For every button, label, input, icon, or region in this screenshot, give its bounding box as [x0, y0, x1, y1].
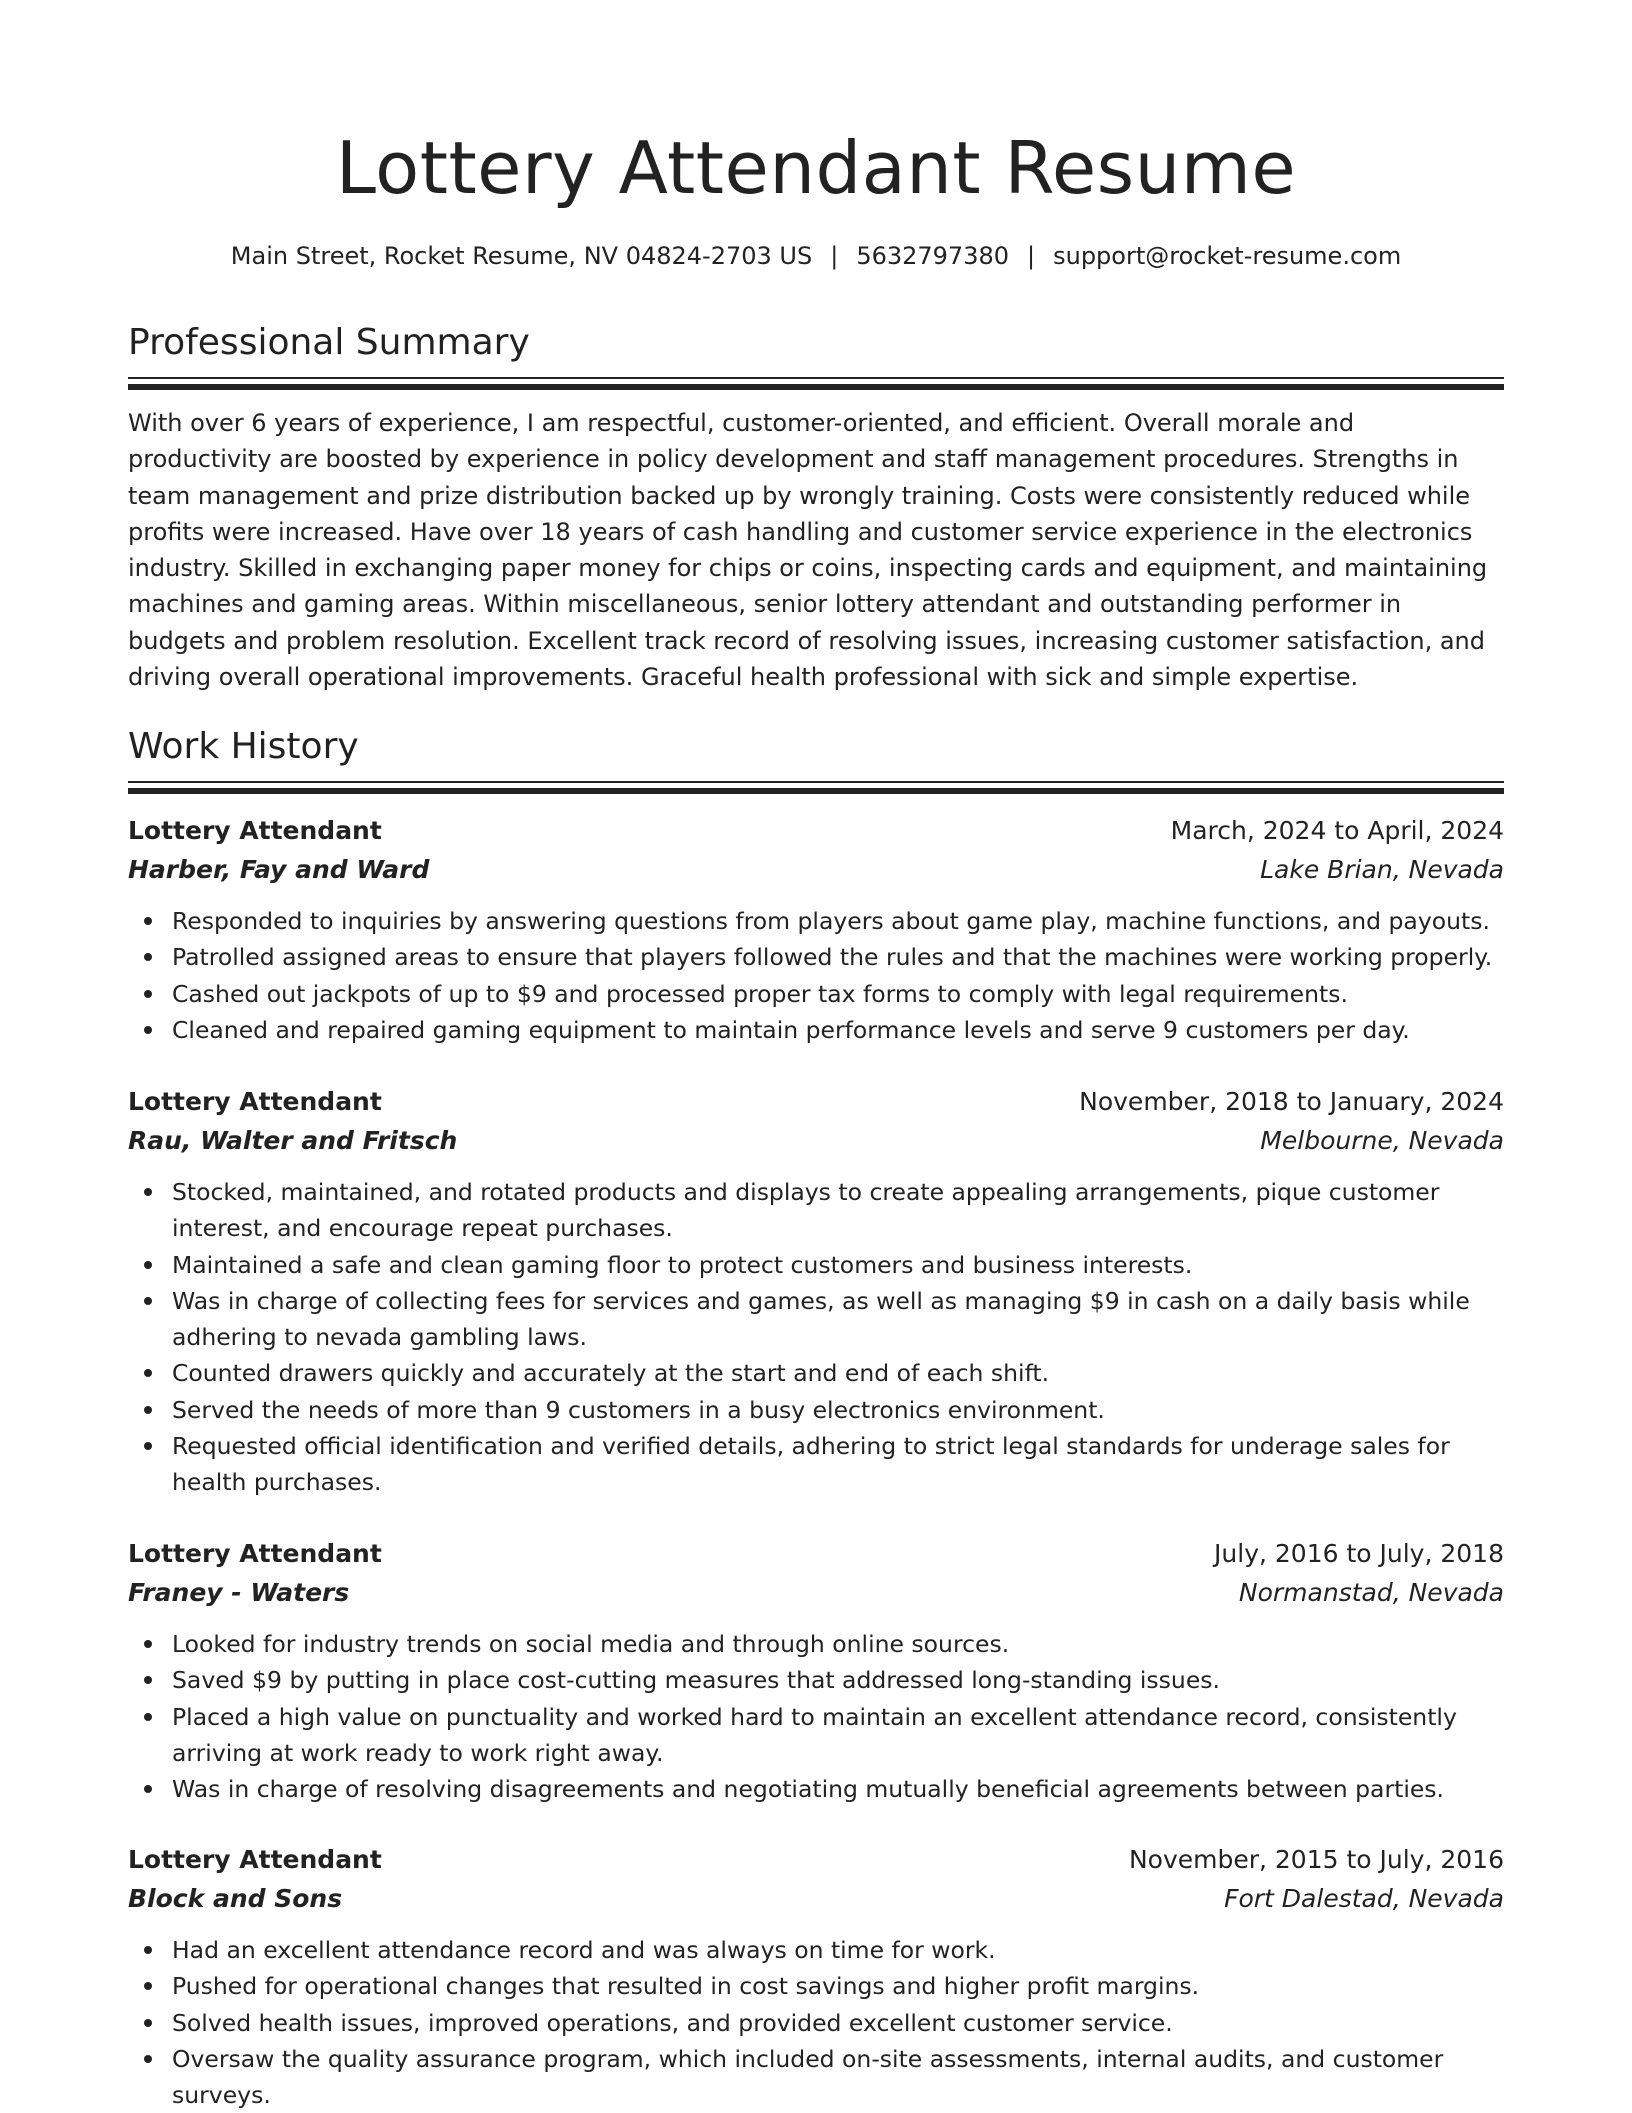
work-history-heading: Work History — [128, 726, 359, 767]
divider-thin-line — [128, 781, 1504, 783]
summary-heading: Professional Summary — [128, 322, 530, 363]
summary-divider — [128, 377, 1504, 391]
job-company-row — [128, 1879, 1504, 1918]
job-company-row — [128, 1573, 1504, 1612]
list-item: Looked for industry trends on social media and through online sources. — [128, 1626, 1504, 1662]
contact-email[interactable]: support@rocket-resume.com — [1053, 242, 1402, 270]
list-item: Had an excellent attendance record and was always on time for work. — [128, 1932, 1504, 1968]
job-location: Normanstad, Nevada — [1238, 1578, 1504, 1607]
list-item: Patrolled assigned areas to ensure that players followed the rules and that the machines were working properly. — [128, 939, 1504, 975]
list-item: Oversaw the quality assurance program, which included on-site assessments, internal audits, and customer surveys. — [128, 2041, 1504, 2113]
contact-separator: | — [1027, 242, 1036, 270]
job-title: Lottery Attendant — [128, 1845, 382, 1874]
list-item: Cleaned and repaired gaming equipment to maintain performance levels and serve 9 customers per day. — [128, 1012, 1504, 1048]
contact-separator: | — [830, 242, 839, 270]
job-company: Franey - Waters — [128, 1578, 350, 1607]
divider-thick-line — [128, 384, 1504, 390]
list-item: Pushed for operational changes that resulted in cost savings and higher profit margins. — [128, 1968, 1504, 2004]
list-item: Was in charge of resolving disagreements and negotiating mutually beneficial agreements between parties. — [128, 1771, 1504, 1807]
contact-phone: 5632797380 — [856, 242, 1010, 270]
divider-thick-line — [128, 788, 1504, 794]
list-item: Placed a high value on punctuality and worked hard to maintain an excellent attendance record, consistently arriving at work ready to work right away. — [128, 1699, 1504, 1772]
job-location: Fort Dalestad, Nevada — [1224, 1884, 1504, 1913]
job-company-row — [128, 850, 1504, 889]
job-company-row — [128, 1121, 1504, 1160]
list-item: Requested official identification and verified details, adhering to strict legal standards for underage sales for health purchases. — [128, 1428, 1504, 1501]
job-company: Block and Sons — [128, 1884, 343, 1913]
job-dates: March, 2024 to April, 2024 — [1170, 816, 1504, 845]
job-entry — [128, 811, 1504, 1048]
job-title: Lottery Attendant — [128, 816, 382, 845]
list-item: Responded to inquiries by answering questions from players about game play, machine functions, and payouts. — [128, 903, 1504, 939]
job-header-row — [128, 811, 1504, 850]
job-dates: July, 2016 to July, 2018 — [1214, 1539, 1504, 1568]
job-entry — [128, 1082, 1504, 1501]
list-item: Maintained a safe and clean gaming floor to protect customers and business interests. — [128, 1247, 1504, 1283]
job-bullet-list — [128, 1932, 1504, 2113]
job-location: Melbourne, Nevada — [1260, 1126, 1504, 1155]
summary-text: With over 6 years of experience, I am respectful, customer-oriented, and efficient. Overall morale and productivity are boosted by experience in policy development and staff management procedures. Strengths in team management and prize distribution backed up by wrongly training. Costs were consistently reduced while profits were increased. Have over 18 years of cash handling and customer service experience in the electronics industry. Skilled in exchanging paper money for chips or coins, inspecting cards and equipment, and maintaining machines and gaming areas. Within miscellaneous, senior lottery attendant and outstanding performer in budgets and problem resolution. Excellent track record of resolving issues, increasing customer satisfaction, and driving overall operational improvements. Graceful health professional with sick and simple expertise. — [128, 409, 1488, 692]
job-dates: November, 2015 to July, 2016 — [1128, 1845, 1504, 1874]
job-title: Lottery Attendant — [128, 1087, 382, 1116]
resume-title: Lottery Attendant Resume — [335, 126, 1297, 210]
job-entry — [128, 1534, 1504, 1807]
list-item: Stocked, maintained, and rotated products and displays to create appealing arrangements, pique customer interest, and encourage repeat purchases. — [128, 1174, 1504, 1247]
job-company: Harber, Fay and Ward — [128, 855, 430, 884]
list-item: Counted drawers quickly and accurately at the start and end of each shift. — [128, 1355, 1504, 1391]
work-history-divider — [128, 781, 1504, 795]
divider-thin-line — [128, 377, 1504, 379]
job-header-row — [128, 1840, 1504, 1879]
list-item: Saved $9 by putting in place cost-cutting measures that addressed long-standing issues. — [128, 1662, 1504, 1698]
job-header-row — [128, 1534, 1504, 1573]
contact-address: Main Street, Rocket Resume, NV 04824-2703 US — [230, 242, 813, 270]
job-header-row — [128, 1082, 1504, 1121]
job-company: Rau, Walter and Fritsch — [128, 1126, 458, 1155]
job-bullet-list — [128, 903, 1504, 1048]
job-bullet-list — [128, 1174, 1504, 1501]
job-dates: November, 2018 to January, 2024 — [1079, 1087, 1504, 1116]
list-item: Cashed out jackpots of up to $9 and processed proper tax forms to comply with legal requirements. — [128, 976, 1504, 1012]
list-item: Solved health issues, improved operations, and provided excellent customer service. — [128, 2005, 1504, 2041]
job-bullet-list — [128, 1626, 1504, 1807]
list-item: Was in charge of collecting fees for services and games, as well as managing $9 in cash on a daily basis while adhering to nevada gambling laws. — [128, 1283, 1504, 1356]
contact-line — [128, 236, 1504, 276]
list-item: Served the needs of more than 9 customers in a busy electronics environment. — [128, 1392, 1504, 1428]
job-entry — [128, 1840, 1504, 2113]
job-location: Lake Brian, Nevada — [1260, 855, 1504, 884]
job-title: Lottery Attendant — [128, 1539, 382, 1568]
